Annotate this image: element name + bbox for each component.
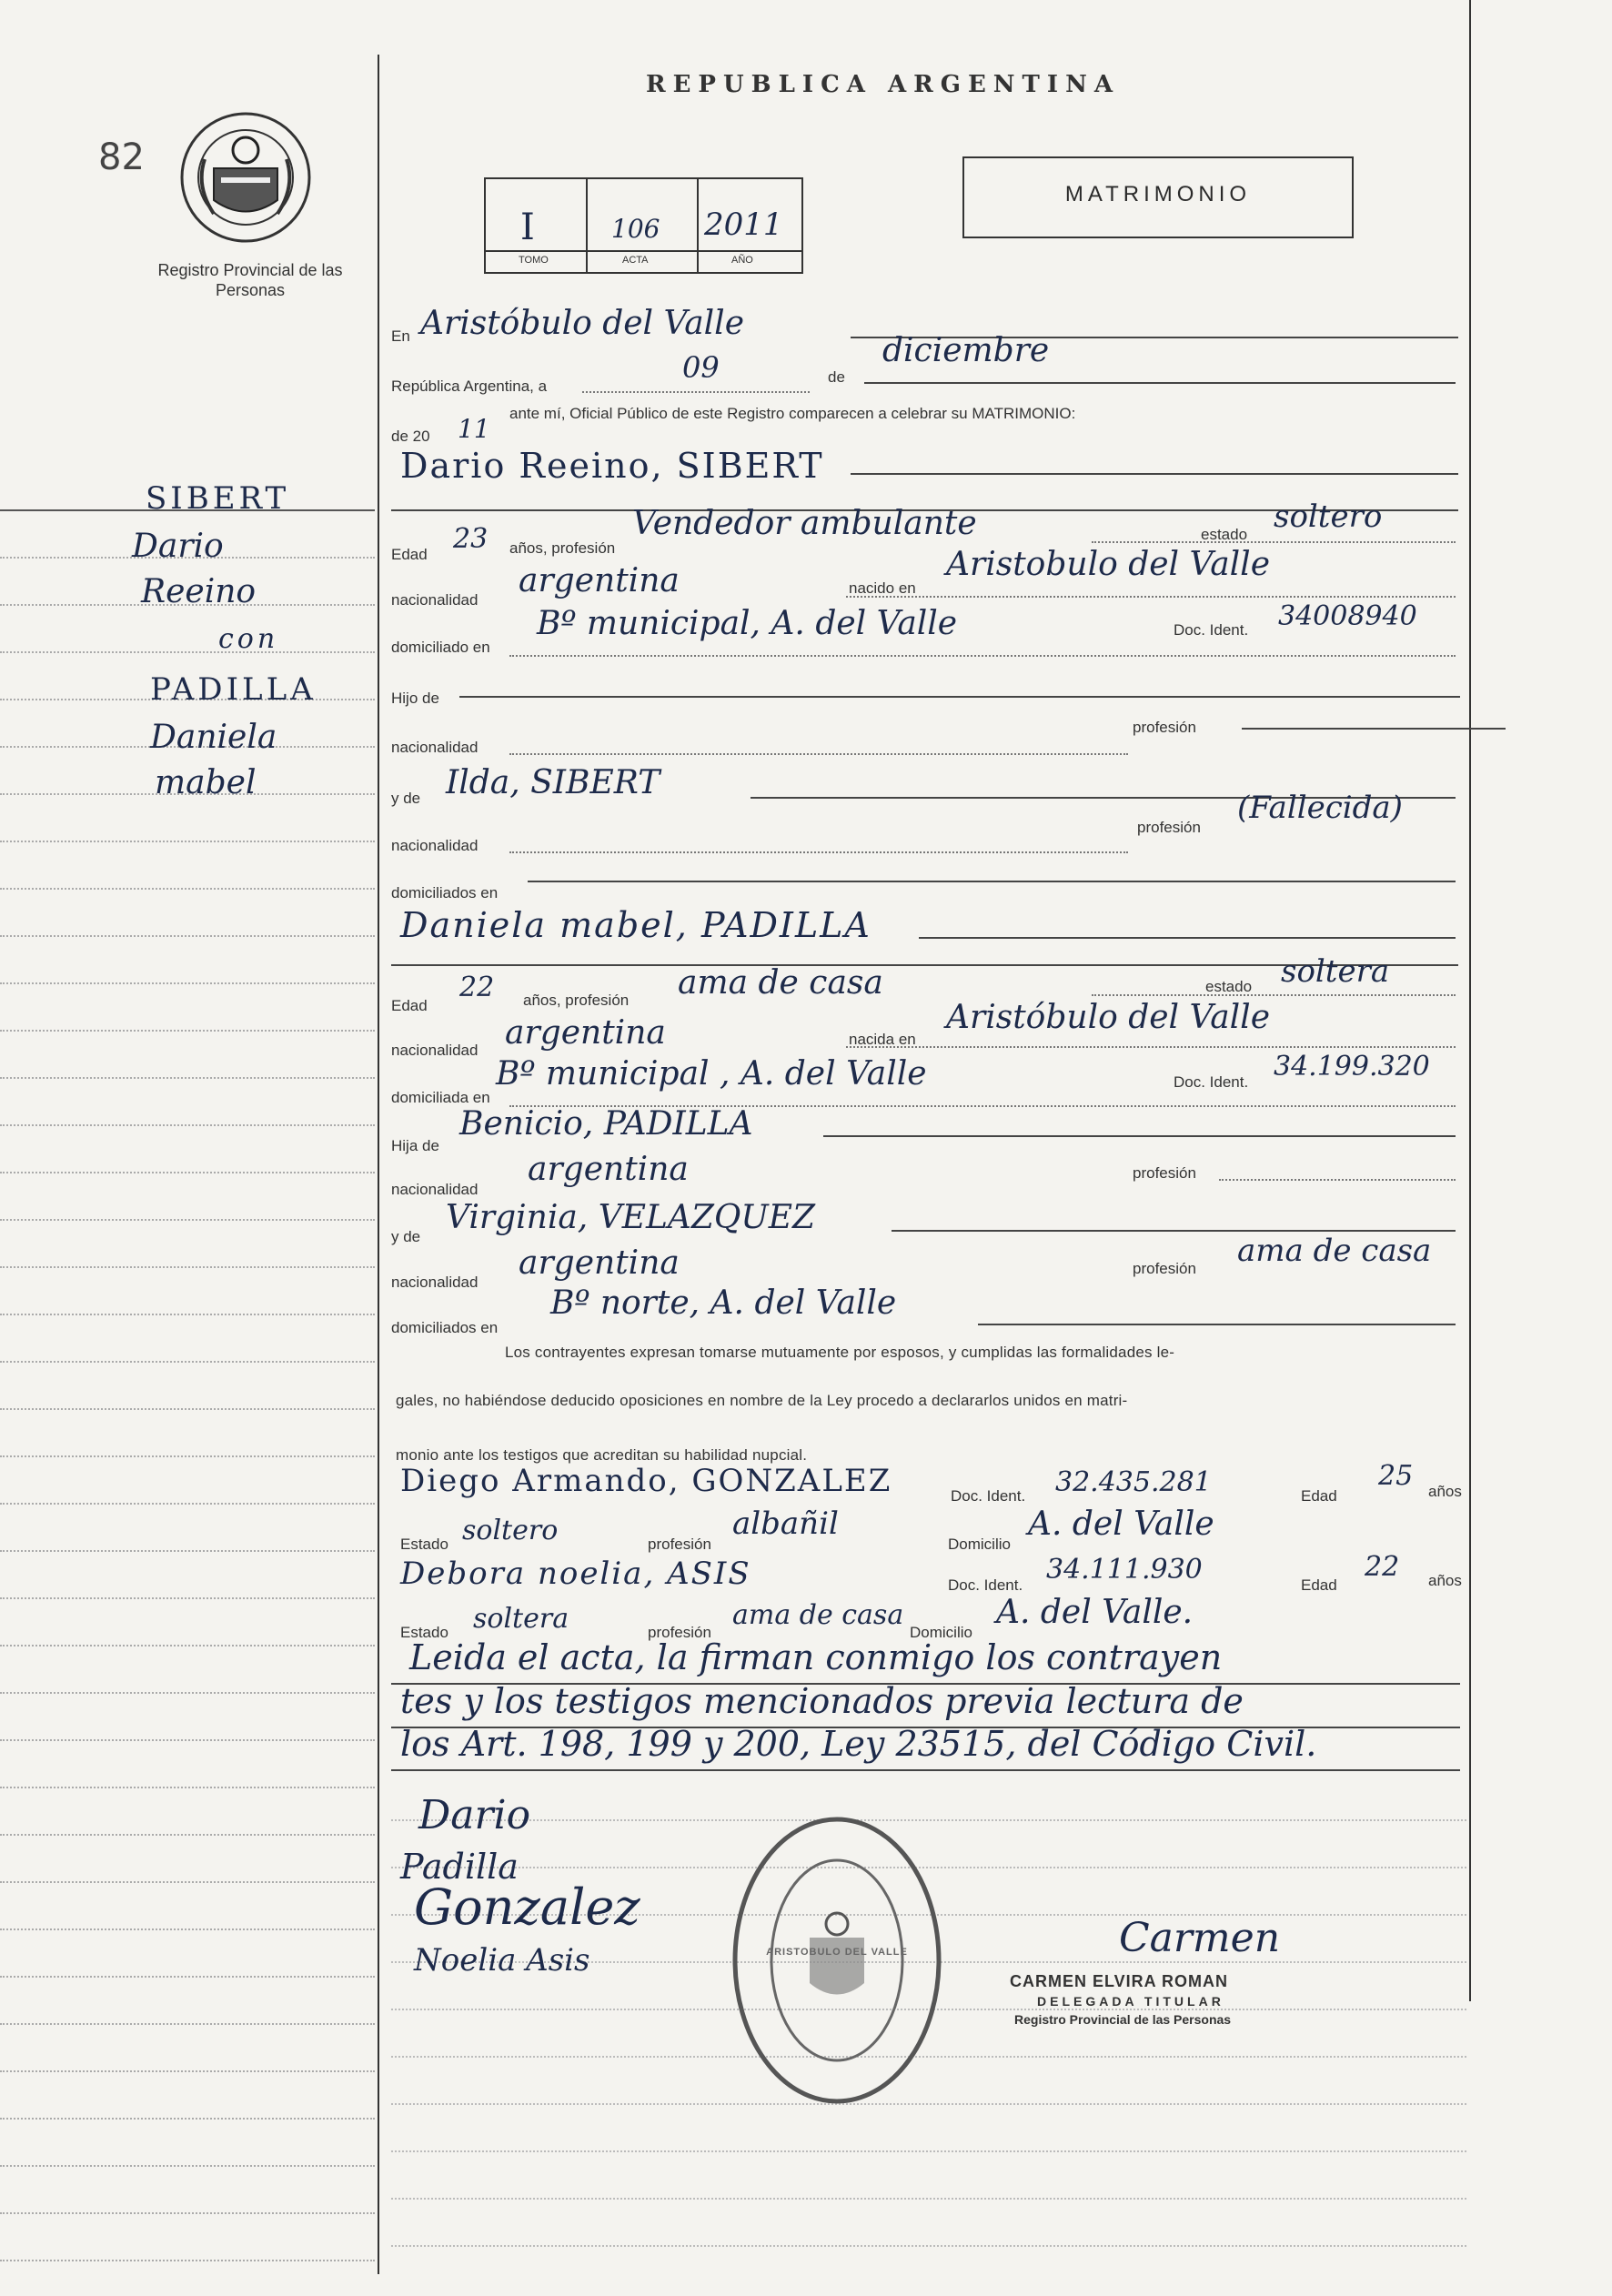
witness1-estado: soltero <box>462 1515 559 1546</box>
groom-estado: soltero <box>1274 498 1383 535</box>
groom-yde-label: y de <box>391 790 421 807</box>
witness1-name: Diego Armando, GONZALEZ <box>400 1463 892 1499</box>
witness2-domicile: A. del Valle. <box>996 1594 1194 1631</box>
official-title: DELEGADA TITULAR <box>1037 1994 1224 2009</box>
declaration-line-2: gales, no habiéndose deducido oposiciones en nombre de la Ley procedo a declararlos unidos en matri- <box>396 1392 1128 1409</box>
groom-nacionalidad-label: nacionalidad <box>391 591 479 609</box>
en-label: En <box>391 327 410 345</box>
anio-label: AÑO <box>731 255 753 266</box>
groom-nacionalidad2-label: nacionalidad <box>391 739 479 756</box>
groom-edad-label: Edad <box>391 546 428 563</box>
bride-estado-label: estado <box>1205 978 1253 995</box>
witness1-profesion-label: profesión <box>648 1536 711 1553</box>
groom-age: 23 <box>453 523 489 555</box>
page-number: 82 <box>98 136 145 178</box>
witness2-estado-label: Estado <box>400 1624 448 1641</box>
witness1-anos-label: años <box>1428 1483 1462 1500</box>
act-number-box <box>484 177 803 274</box>
bride-profesion-label: años, profesión <box>523 992 630 1009</box>
groom-mother: Ilda, SIBERT <box>446 764 660 801</box>
signature-witness1: Gonzalez <box>414 1878 640 1936</box>
groom-doc: 34008940 <box>1278 600 1417 632</box>
closing-line-3: los Art. 198, 199 y 200, Ley 23515, del Código Civil. <box>400 1724 1317 1764</box>
groom-domicilio-label: domiciliado en <box>391 639 490 656</box>
witness1-domicile: A. del Valle <box>1028 1505 1214 1543</box>
bride-profesion3-label: profesión <box>1133 1260 1196 1277</box>
witness2-estado: soltera <box>473 1603 569 1635</box>
bride-edad-label: Edad <box>391 997 428 1014</box>
margin-line-7: mabel <box>155 764 257 801</box>
bride-father-nationality: argentina <box>528 1151 689 1188</box>
margin-line-4: con <box>218 623 279 655</box>
year-suffix: 11 <box>458 414 490 444</box>
witness2-edad-label: Edad <box>1301 1576 1337 1594</box>
day: 09 <box>682 350 720 385</box>
act-type-box <box>962 156 1354 238</box>
bride-age: 22 <box>459 972 495 1003</box>
signature-bride: Padilla <box>400 1847 519 1887</box>
bride-profession: ama de casa <box>678 964 883 1002</box>
witness1-estado-label: Estado <box>400 1536 448 1553</box>
closing-line-1: Leida el acta, la firman conmigo los contrayen <box>409 1637 1223 1677</box>
acta-value: 106 <box>611 214 660 244</box>
bride-nationality: argentina <box>505 1014 666 1052</box>
witness2-anos-label: años <box>1428 1572 1462 1589</box>
intro-text: ante mí, Oficial Público de este Registro comparecen a celebrar su MATRIMONIO: <box>509 405 1076 422</box>
official-signature: Carmen <box>1119 1915 1281 1961</box>
margin-line-2: Dario <box>132 528 224 565</box>
witness2-profession: ama de casa <box>732 1599 904 1631</box>
bride-father: Benicio, PADILLA <box>459 1105 753 1143</box>
bride-domiciliados-label: domiciliados en <box>391 1319 499 1336</box>
groom-estado-label: estado <box>1201 526 1248 543</box>
groom-nationality: argentina <box>519 562 680 599</box>
groom-nacido-label: nacido en <box>849 579 916 597</box>
witness2-profesion-label: profesión <box>648 1624 711 1641</box>
witness2-domicilio-label: Domicilio <box>910 1624 972 1641</box>
groom-domiciliados-label: domiciliados en <box>391 884 499 901</box>
groom-profesion-label: años, profesión <box>509 539 616 557</box>
bride-hija-label: Hija de <box>391 1137 439 1154</box>
tomo-label: TOMO <box>519 255 549 266</box>
country-title: REPUBLICA ARGENTINA <box>646 71 1121 98</box>
right-border <box>1469 0 1471 2001</box>
margin-line-3: Reeino <box>141 573 257 610</box>
declaration-line-1: Los contrayentes expresan tomarse mutuamente por esposos, y cumplidas las formalidades le- <box>505 1344 1175 1361</box>
groom-name: Dario Reeino, SIBERT <box>400 446 824 486</box>
groom-profession: Vendedor ambulante <box>632 505 977 542</box>
bride-nacionalidad2-label: nacionalidad <box>391 1181 479 1198</box>
groom-profesion3-label: profesión <box>1137 819 1201 836</box>
de-label: de <box>828 368 845 386</box>
witness2-name: Debora noelia, ASIS <box>400 1556 751 1592</box>
bride-domicilio-label: domiciliada en <box>391 1089 490 1106</box>
groom-birthplace: Aristobulo del Valle <box>946 546 1270 583</box>
republica-label: República Argentina, a <box>391 378 548 395</box>
groom-domicile: Bº municipal, A. del Valle <box>537 605 958 642</box>
margin-line-6: Daniela <box>150 719 277 756</box>
bride-domicile: Bº municipal , A. del Valle <box>496 1055 927 1093</box>
registry-name: Registro Provincial de las Personas <box>157 261 343 299</box>
bride-doc-label: Doc. Ident. <box>1174 1073 1249 1091</box>
bride-nacionalidad3-label: nacionalidad <box>391 1274 479 1291</box>
bride-nacida-label: nacida en <box>849 1031 916 1048</box>
groom-hijo-label: Hijo de <box>391 690 439 707</box>
margin-line-5: PADILLA <box>150 671 317 708</box>
stamp-outer-text <box>691 2120 982 2129</box>
bride-estado: soltera <box>1281 953 1390 990</box>
witness1-profession: albañil <box>732 1505 839 1542</box>
witness2-doc: 34.111.930 <box>1046 1554 1203 1586</box>
witness1-doc-label: Doc. Ident. <box>951 1487 1026 1505</box>
groom-doc-label: Doc. Ident. <box>1174 621 1249 639</box>
closing-line-2: tes y los testigos mencionados previa lectura de <box>400 1681 1244 1721</box>
delegation-stamp-icon <box>728 1810 946 2110</box>
bride-mother-profession: ama de casa <box>1237 1233 1432 1269</box>
bride-yde-label: y de <box>391 1228 421 1245</box>
bride-parents-domicile: Bº norte, A. del Valle <box>550 1284 897 1322</box>
groom-nacionalidad3-label: nacionalidad <box>391 837 479 854</box>
bride-profesion2-label: profesión <box>1133 1164 1196 1182</box>
bride-nacionalidad-label: nacionalidad <box>391 1042 479 1059</box>
official-registry: Registro Provincial de las Personas <box>1014 2012 1232 2027</box>
witness1-doc: 32.435.281 <box>1055 1466 1212 1498</box>
stamp-inner-text: ARISTOBULO DEL VALLE <box>766 1947 908 1958</box>
declaration-line-3: monio ante los testigos que acreditan su habilidad nupcial. <box>396 1446 808 1464</box>
official-name: CARMEN ELVIRA ROMAN <box>1010 1972 1228 1990</box>
province-seal-icon <box>177 105 314 250</box>
groom-mother-profession: (Fallecida) <box>1237 790 1403 826</box>
witness1-age: 25 <box>1378 1460 1414 1492</box>
witness1-edad-label: Edad <box>1301 1487 1337 1505</box>
margin-divider <box>378 55 379 2274</box>
witness2-age: 22 <box>1365 1551 1400 1583</box>
bride-mother: Virginia, VELAZQUEZ <box>446 1199 816 1236</box>
signature-witness2: Noelia Asis <box>414 1942 590 1979</box>
anio-value: 2011 <box>704 206 783 243</box>
tomo-value: I <box>520 206 535 248</box>
bride-name: Daniela mabel, PADILLA <box>400 905 871 945</box>
groom-profesion2-label: profesión <box>1133 719 1196 736</box>
bride-mother-nationality: argentina <box>519 1244 680 1282</box>
margin-line-1: SIBERT <box>146 480 290 517</box>
month: diciembre <box>882 332 1050 369</box>
act-type: MATRIMONIO <box>1064 182 1252 206</box>
acta-label: ACTA <box>622 255 649 266</box>
witness2-doc-label: Doc. Ident. <box>948 1576 1023 1594</box>
bride-doc: 34.199.320 <box>1274 1051 1430 1083</box>
witness1-domicilio-label: Domicilio <box>948 1536 1011 1553</box>
bride-birthplace: Aristóbulo del Valle <box>946 999 1270 1036</box>
year-prefix-label: de 20 <box>391 428 430 445</box>
place: Aristóbulo del Valle <box>420 305 744 342</box>
signature-groom: Dario <box>418 1792 531 1838</box>
